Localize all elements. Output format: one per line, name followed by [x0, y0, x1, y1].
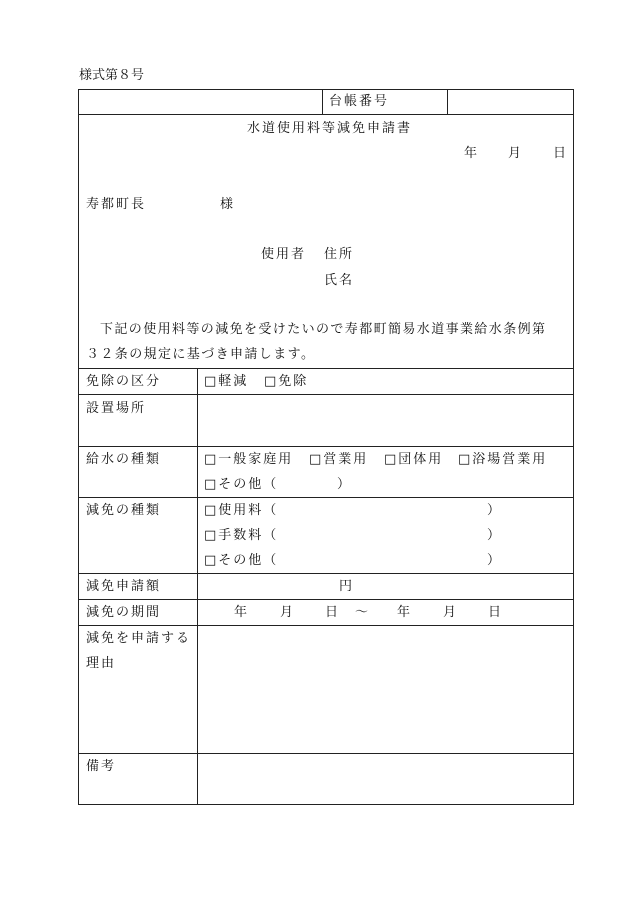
reason-field[interactable] [201, 629, 569, 749]
supply-other-close: ） [337, 477, 351, 492]
applicant-name-field[interactable] [360, 270, 560, 290]
ledger-number-field[interactable] [452, 93, 568, 111]
applicant-role: 使用者 [261, 247, 307, 262]
amount-unit: 円 [339, 579, 353, 594]
supply-option-bathhouse[interactable]: □浴場営業用 [458, 452, 548, 467]
statement-line-2: ３２条の規定に基づき申請します。 [86, 347, 316, 362]
exemption-item-other[interactable]: □その他（ [204, 553, 279, 568]
applicant-address-field[interactable] [360, 244, 560, 264]
exemption-type-label: 減免の種類 [86, 503, 162, 518]
reason-label-line-2: 理由 [86, 656, 117, 671]
applicant-address-label: 住所 [324, 247, 355, 262]
amount-label: 減免申請額 [86, 579, 162, 594]
exemption-item-close: ） [487, 503, 501, 518]
applicant-name-label: 氏名 [324, 273, 355, 288]
exemption-item-close: ） [487, 528, 501, 543]
recipient-honorific: 様 [220, 197, 234, 212]
category-option-exempt[interactable]: □免除 [264, 374, 309, 389]
exemption-item-usage-fee[interactable]: □使用料（ [204, 503, 279, 518]
recipient-name: 寿都町長 [86, 197, 147, 212]
supply-type-label: 給水の種類 [86, 452, 162, 467]
remarks-label: 備考 [86, 759, 117, 774]
category-option-reduce[interactable]: □軽減 [204, 374, 249, 389]
period-to-year: 年 [397, 605, 411, 620]
period-label: 減免の期間 [86, 605, 162, 620]
reason-label-line-1: 減免を申請する [86, 631, 192, 646]
statement-line-1: 下記の使用料等の減免を受けたいので寿都町簡易水道事業給水条例第 [100, 322, 547, 337]
date-day: 日 [553, 146, 567, 161]
form-number: 様式第８号 [79, 68, 145, 83]
location-label: 設置場所 [86, 401, 147, 416]
period-from-year: 年 [234, 605, 248, 620]
ledger-number-label: 台帳番号 [329, 94, 390, 109]
period-to-month: 月 [443, 605, 457, 620]
supply-option-other[interactable]: □その他（ [204, 477, 279, 492]
date-month: 月 [508, 146, 522, 161]
remarks-field[interactable] [201, 757, 569, 801]
period-from-day: 日 [325, 605, 339, 620]
supply-option-business[interactable]: □営業用 [309, 452, 369, 467]
amount-field[interactable] [201, 577, 331, 597]
period-tilde: ～ [355, 605, 369, 620]
supply-option-group[interactable]: □団体用 [384, 452, 444, 467]
category-label: 免除の区分 [86, 374, 162, 389]
exemption-item-close: ） [487, 553, 501, 568]
date-year: 年 [464, 146, 478, 161]
period-to-day: 日 [488, 605, 502, 620]
exemption-item-handling-fee[interactable]: □手数料（ [204, 528, 279, 543]
form-title: 水道使用料等減免申請書 [247, 121, 413, 136]
location-field[interactable] [201, 398, 569, 442]
supply-option-household[interactable]: □一般家庭用 [204, 452, 294, 467]
period-from-month: 月 [280, 605, 294, 620]
